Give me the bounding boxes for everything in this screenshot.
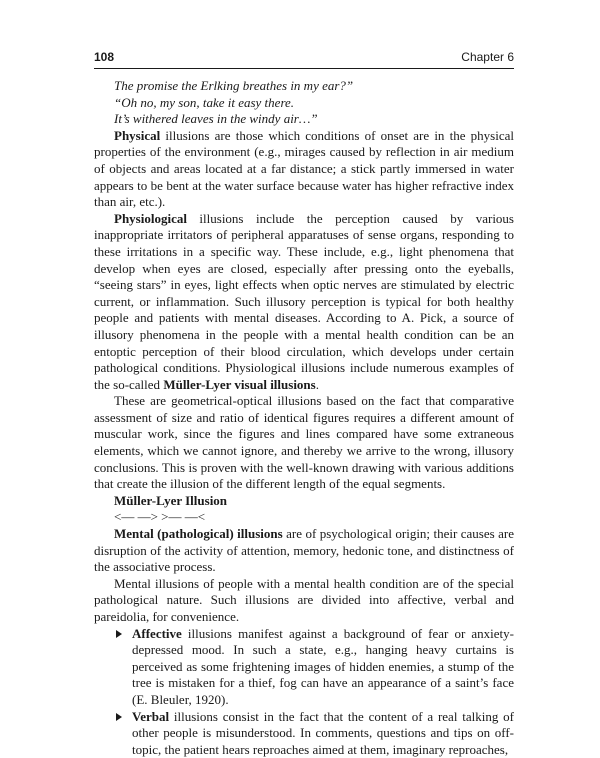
paragraph-text: are of psychological origin; their causes are disruption of the activity of attention, memory, hedonic tone, and distinctness of the associative process. xyxy=(94,526,514,575)
running-header xyxy=(94,48,514,66)
muller-lyer-heading: Müller-Lyer Illusion xyxy=(114,492,228,508)
term-physical: Physical xyxy=(114,127,161,143)
paragraph-text: illusions include the perception caused by various inappropriate irritators of peripheral apparatuses of sense organs, responding to these irritations in a specific way. These include, e.g., light phenomena that develop when eyes are closed, especially after pressing onto the eyeballs, “seeing stars” in eyes, light effects when optic nerves are stimulated by electric current, or inflammation. Such illusory perception is typical for both healthy people and patients with mental diseases. According to A. Pick, a source of illusory phenomena in the people with a mental health condition can be an entoptic perception of their blood circulation, which develops under certain pathological conditions. Physiological illusions include numerous examples of the so-called xyxy=(94,210,514,392)
paragraph-text: illusions are those which conditions of onset are in the physical properties of the environment (e.g., mirages caused by reflection in air medium of objects and areas located at a far distance; a stick partly immersed in water appears to be bent at the water surface because water has higher refractive index than air, etc.). xyxy=(94,127,514,210)
muller-lyer-figure: <— —> >— —< xyxy=(114,509,206,525)
body-text xyxy=(94,78,514,758)
page-number: 108 xyxy=(94,50,115,64)
chapter-title: Chapter 6 xyxy=(461,50,514,64)
paragraph-special: Mental illusions of people with a mental health condition are of the special pathological nature. Such illusions are divided into affective, verbal and pareidolia, for convenience. xyxy=(94,575,514,624)
list-item-verbal xyxy=(94,709,514,758)
paragraph-end: . xyxy=(315,376,319,392)
term-verbal: Verbal xyxy=(132,708,170,724)
verse-line: It’s withered leaves in the windy air…” xyxy=(114,111,318,127)
term-mental: Mental (pathological) illusions xyxy=(114,526,283,542)
triangle-bullet-icon xyxy=(116,630,122,638)
paragraph-mental xyxy=(94,526,514,576)
list-item-text: illusions manifest against a background of fear or anxiety-depressed mood. In such a state, e.g., hanging heavy curtains is perceived as some frightening images of hidden enemies, a stump of the tree is mistaken for a thief, fog can have an appearance of a saint’s face (E. Bleuler, 1920). xyxy=(132,625,514,707)
verse-line: The promise the Erlking breathes in my ear?” xyxy=(114,78,354,93)
list-item-affective xyxy=(94,626,514,709)
header-rule xyxy=(94,68,514,69)
term-physiological: Physiological xyxy=(114,210,187,226)
term-muller-lyer: Müller-Lyer visual illusions xyxy=(163,376,316,392)
paragraph-physiological xyxy=(94,211,514,394)
term-affective: Affective xyxy=(132,625,182,641)
triangle-bullet-icon xyxy=(116,713,122,721)
list-item-text: illusions consist in the fact that the content of a real talking of other people is misunderstood. In comments, questions and tips on off-topic, the patient hears reproaches aimed at them, imaginary reproaches, xyxy=(132,708,514,757)
verse-line: “Oh no, my son, take it easy there. xyxy=(114,94,295,110)
paragraph-physical xyxy=(94,128,514,211)
paragraph-geometric: These are geometrical-optical illusions based on the fact that comparative assessment of size and ratio of identical figures requires a different amount of muscular work, since the figures and lines compared have some extraneous elements, which we cannot ignore, and thereby we arrive to the wrong, illusory conclusions. This is proven with the well-known drawing with various additions that create the illusion of the different length of the equal segments. xyxy=(94,393,514,492)
